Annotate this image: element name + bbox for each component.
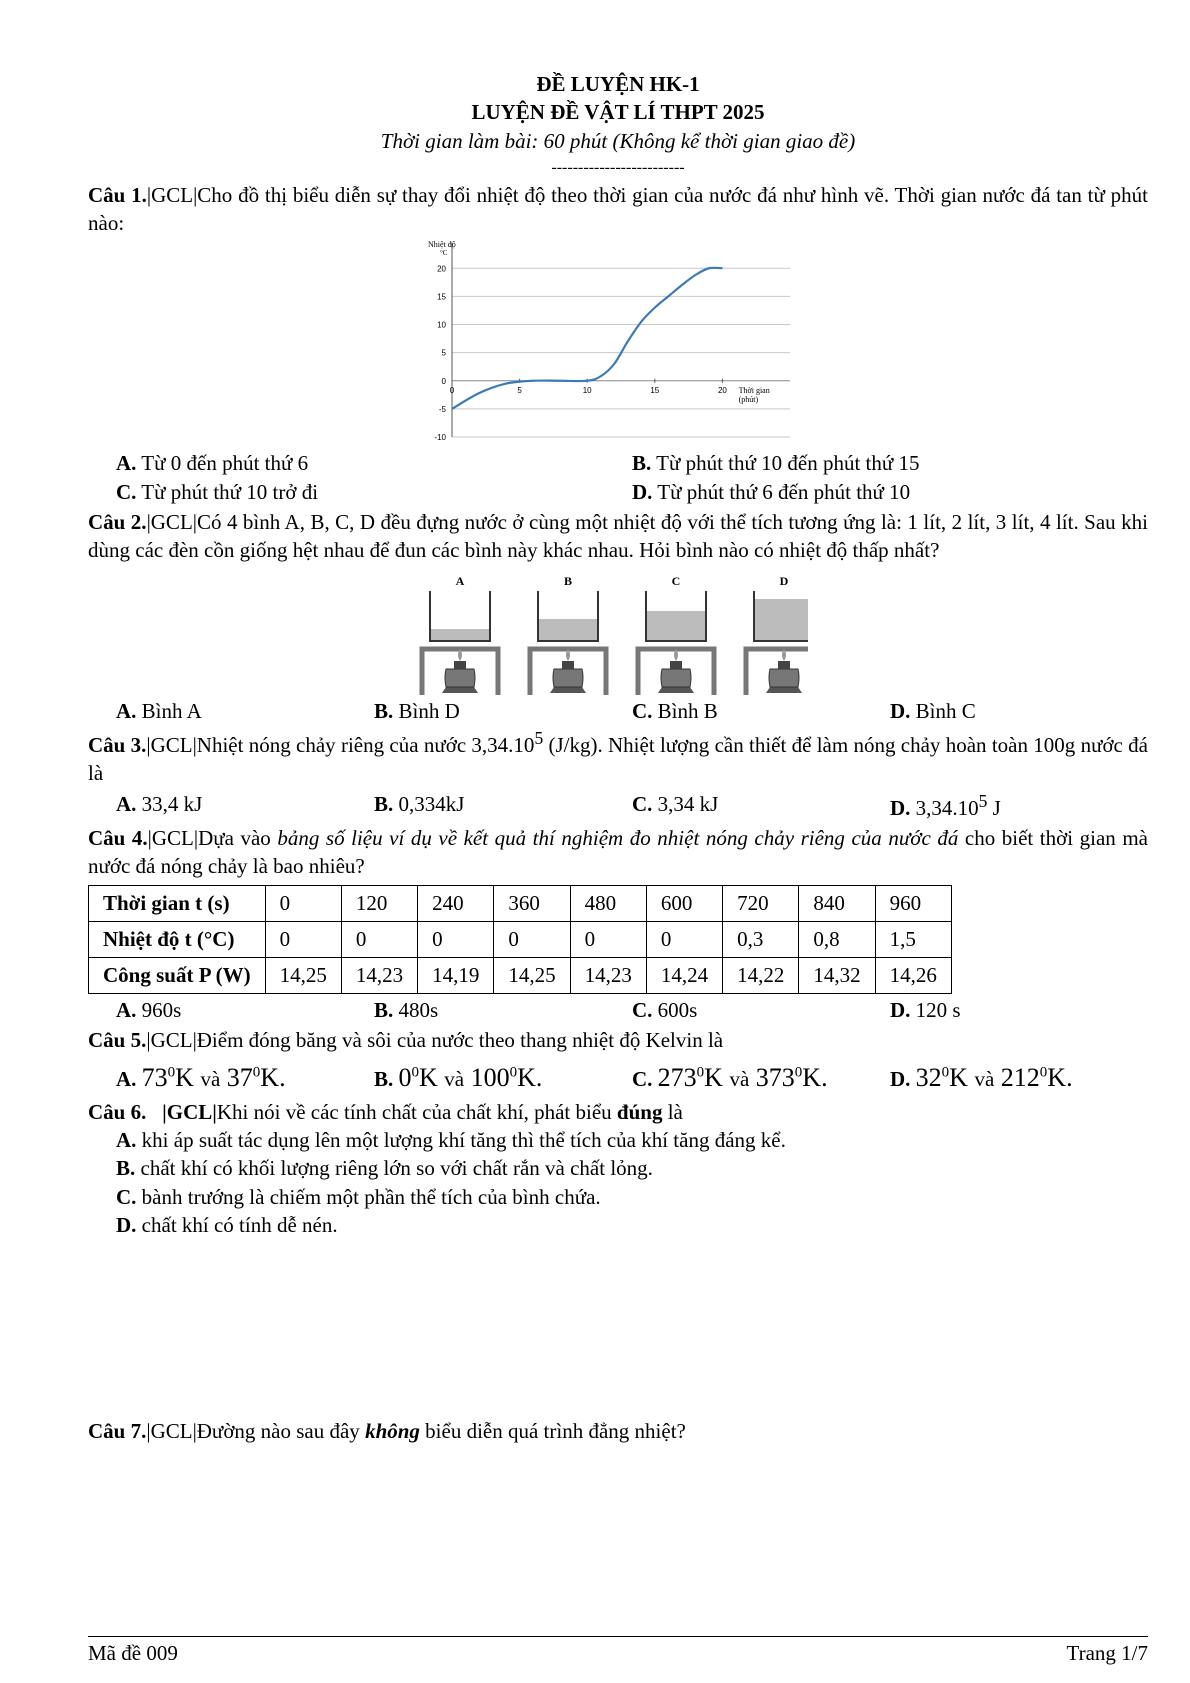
table-cell: 600 [646, 885, 722, 921]
table-cell: 14,19 [418, 957, 494, 993]
y-tick-label: 10 [437, 320, 446, 330]
page-footer [88, 1636, 1148, 1667]
beakers-illustration [388, 571, 808, 695]
row-header: Công suất P (W) [89, 957, 266, 993]
q2-figure [88, 571, 1148, 695]
x-tick-label: 15 [650, 386, 660, 396]
x-tick-label: 5 [517, 386, 522, 396]
beaker-c [638, 574, 714, 695]
option-a[interactable]: A. $73^0K$ và $37^0K$. [116, 1063, 286, 1093]
table-cell: 960 [875, 885, 951, 921]
x-axis-label: Thời gian [738, 386, 770, 396]
option-d[interactable]: D. Từ phút thứ 6 đến phút thứ 10 [632, 479, 911, 504]
row-header: Thời gian t (s) [89, 885, 266, 921]
question-7: Câu 7.|GCL|Đường nào sau đây không biểu diễn quá trình đẳng nhiệt? [88, 1419, 686, 1444]
table-cell: 0 [265, 921, 341, 957]
beaker-a [422, 574, 498, 695]
question-number: Câu 3. [88, 733, 147, 758]
question-6: Câu 6. |GCL|Khi nói về các tính chất của chất khí, phát biểu đúng là [88, 1099, 683, 1124]
y-tick-label: -10 [434, 433, 446, 443]
beaker-label: B [563, 573, 573, 588]
q2-options [88, 697, 1148, 725]
table-cell: 720 [723, 885, 799, 921]
option-a[interactable]: A. Từ 0 đến phút thứ 6 [116, 451, 309, 476]
option-a[interactable]: A. khi áp suất tác dụng lên một lượng khí tăng thì thể tích của khí tăng đáng kể. [116, 1127, 786, 1152]
question-number: Câu 2. [88, 510, 147, 534]
option-a[interactable]: A. 33,4 kJ [116, 791, 203, 816]
question-4: Câu 4.|GCL|Dựa vào bảng số liệu ví dụ về kết quả thí nghiệm đo nhiệt nóng chảy riêng của nước đá cho biết thời gian mà nước đá nóng chảy là bao nhiêu? [88, 826, 1148, 879]
question-5: Câu 5.|GCL|Điểm đóng băng và sôi của nước theo thang nhiệt độ Kelvin là [88, 1028, 724, 1053]
question-number: Câu 6. [88, 1099, 147, 1124]
question-text: |GCL|Có 4 bình A, B, C, D đều đựng nước ở cùng một nhiệt độ với thể tích tương ứng là: 1 lít, 2 lít, 3 lít, 4 lít. Sau khi dùng các đèn cồn giống hệt nhau để đun các bình này khác nhau. Hỏi bình nào có nhiệt độ thấp nhất? [88, 510, 1148, 563]
table-cell: 0 [494, 921, 570, 957]
x-tick-label: 10 [582, 386, 592, 396]
y-tick-label: 0 [441, 377, 446, 387]
question-3: Câu 3.|GCL|Nhiệt nóng chảy riêng của nước 3,34.10$^5$ (J/kg). Nhiệt lượng cần thiết để làm nóng chảy hoàn toàn 100g nước đá là [88, 728, 1148, 786]
option-c[interactable]: C. $273^0K$ và $373^0K$. [632, 1063, 828, 1093]
option-a[interactable]: A. 960s [116, 997, 182, 1022]
table-cell: 14,26 [875, 957, 951, 993]
option-c[interactable]: C. Bình B [632, 698, 718, 723]
option-c[interactable]: C. 600s [632, 997, 698, 1022]
exam-title: ĐỀ LUYỆN HK-1 [536, 72, 700, 96]
option-d[interactable]: D. chất khí có tính dễ nén. [116, 1212, 338, 1237]
table-cell: 14,25 [265, 957, 341, 993]
option-b[interactable]: B. $0^0K$ và $100^0K$. [374, 1063, 543, 1093]
table-row [89, 957, 952, 993]
beaker-b [530, 574, 606, 695]
question-number: Câu 1. [88, 182, 147, 207]
option-d[interactable]: D. $32^0K$ và $212^0K$. [890, 1063, 1073, 1093]
page-number: Trang 1/7 [1066, 1641, 1148, 1665]
table-cell: 480 [570, 885, 646, 921]
temperature-time-chart [418, 237, 818, 447]
question-1 [88, 181, 1148, 238]
y-tick-label: 5 [441, 348, 446, 358]
table-cell: 0 [341, 921, 417, 957]
exam-subject: LUYỆN ĐỀ VẬT LÍ THPT 2025 [471, 100, 765, 125]
x-tick-label: 0 [449, 386, 455, 396]
table-row [89, 885, 952, 921]
q1-options [88, 449, 1148, 506]
question-number: Câu 7. [88, 1419, 147, 1444]
y-tick-label: 20 [437, 264, 446, 274]
question-text: |GCL|Cho đồ thị biểu diễn sự thay đổi nhiệt độ theo thời gian của nước đá như hình vẽ. Thời gian nước đá tan từ phút nào: [88, 182, 1148, 235]
option-c[interactable]: C. 3,34 kJ [632, 791, 719, 816]
option-b[interactable]: B. Bình D [374, 698, 460, 723]
table-cell: 0 [418, 921, 494, 957]
option-a[interactable]: A. Bình A [116, 698, 202, 723]
table-cell: 14,32 [799, 957, 875, 993]
exam-code: Mã đề 009 [88, 1641, 178, 1665]
beaker-label: C [671, 573, 681, 588]
exam-duration: Thời gian làm bài: 60 phút (Không kể thời gian giao đề) [380, 128, 856, 153]
option-c[interactable]: C. Từ phút thứ 10 trở đi [116, 479, 319, 504]
q1-figure [88, 237, 1148, 447]
question-2 [88, 508, 1148, 565]
q4-options [88, 996, 1148, 1024]
table-cell: 0 [570, 921, 646, 957]
experiment-data-table [88, 885, 952, 994]
beaker-label: A [455, 573, 465, 588]
question-number: Câu 4. [88, 826, 148, 851]
q3-options [88, 790, 1148, 822]
x-tick-label: 20 [717, 386, 727, 396]
y-axis-unit: °C [440, 249, 448, 258]
table-cell: 0,8 [799, 921, 875, 957]
table-cell: 14,25 [494, 957, 570, 993]
table-cell: 14,23 [570, 957, 646, 993]
option-b[interactable]: B. Từ phút thứ 10 đến phút thứ 15 [632, 451, 920, 476]
table-cell: 120 [341, 885, 417, 921]
exam-page [88, 70, 1148, 1446]
table-cell: 360 [494, 885, 570, 921]
y-tick-label: 15 [437, 292, 446, 302]
table-cell: 0 [646, 921, 722, 957]
table-cell: 14,24 [646, 957, 722, 993]
option-c[interactable]: C. bành trướng là chiếm một phần thể tích của bình chứa. [116, 1184, 601, 1209]
row-header: Nhiệt độ t (°C) [89, 921, 266, 957]
table-cell: 840 [799, 885, 875, 921]
separator: ------------------------- [551, 159, 685, 177]
q5-options [88, 1060, 1148, 1095]
option-d[interactable]: D. 120 s [890, 997, 961, 1022]
beaker-d [746, 574, 808, 695]
table-cell: 1,5 [875, 921, 951, 957]
option-b[interactable]: B. 0,334kJ [374, 791, 465, 816]
table-cell: 0,3 [723, 921, 799, 957]
table-row [89, 921, 952, 957]
beaker-label: D [779, 573, 789, 588]
y-tick-label: -5 [438, 405, 446, 415]
table-cell: 0 [265, 885, 341, 921]
question-number: Câu 5. [88, 1028, 147, 1053]
table-cell: 14,22 [723, 957, 799, 993]
y-axis-label: Nhiệt độ [428, 240, 456, 250]
q6-options [88, 1126, 1148, 1239]
option-b[interactable]: B. 480s [374, 997, 439, 1022]
option-b[interactable]: B. chất khí có khối lượng riêng lớn so với chất rắn và chất lỏng. [116, 1156, 653, 1181]
x-axis-unit: (phút) [738, 395, 759, 405]
option-d[interactable]: D. 3,34.10$^5$ J [890, 790, 1001, 820]
table-cell: 14,23 [341, 957, 417, 993]
table-cell: 240 [418, 885, 494, 921]
option-d[interactable]: D. Bình C [890, 698, 976, 723]
